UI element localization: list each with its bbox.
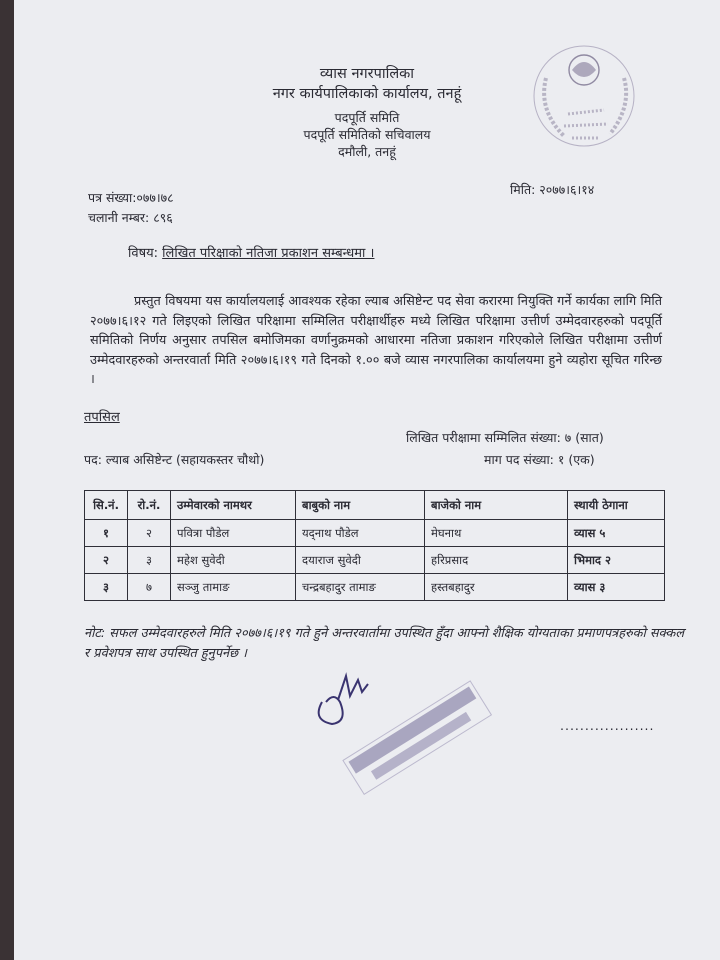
letter-page xyxy=(14,0,720,960)
signature-dotted-line: ................... xyxy=(560,718,655,733)
total-examinees: लिखित परीक्षामा सम्मिलित संख्या: ७ (सात) xyxy=(406,430,604,445)
result-table xyxy=(84,490,665,601)
col-father-name: बाबुको नाम xyxy=(296,491,425,520)
grandfather-name-cell: हस्तबहादुर xyxy=(425,574,568,601)
letter-reference-number: पत्र संख्या:०७७।७८ xyxy=(88,190,174,205)
roll-cell: २ xyxy=(128,520,171,547)
candidate-name-cell: सञ्जु तामाङ xyxy=(171,574,296,601)
grandfather-name-cell: मेघनाथ xyxy=(425,520,568,547)
col-permanent-address: स्थायी ठेगाना xyxy=(568,491,665,520)
address-cell: व्यास ५ xyxy=(568,520,665,547)
col-roll: रो.नं. xyxy=(128,491,171,520)
post-name: पद: ल्याब असिष्टेन्ट (सहायकस्तर चौथो) xyxy=(84,452,265,467)
father-name-cell: चन्द्रबहादुर तामाङ xyxy=(296,574,425,601)
father-name-cell: यद्नाथ पौडेल xyxy=(296,520,425,547)
serial-cell: ३ xyxy=(85,574,128,601)
subject-line xyxy=(128,246,374,262)
committee-name: पदपूर्ति समिति xyxy=(334,110,400,125)
subject-text: लिखित परिक्षाको नतिजा प्रकाशन सम्बन्धमा । xyxy=(162,246,375,261)
candidate-name-cell: पवित्रा पौडेल xyxy=(171,520,296,547)
body-paragraph: प्रस्तुत विषयमा यस कार्यालयलाई आवश्यक रहेका ल्याब असिष्टेन्ट पद सेवा करारमा नियुक्ति गर्ने कार्यका लागि मिति २०७७।६।१२ गते लिइएको लिखित परिक्षामा सम्मिलित परीक्षार्थीहरु मध्ये लिखित परिक्षामा उत्तीर्ण उम्मेदवारहरुको पदपूर्ति समितिको निर्णय अनुसार तपसिल बमोजिमका वर्णानुक्रमको आधारमा नतिजा प्रकाशन गरिएकोले लिखित परीक्षामा उत्तीर्ण उम्मेदवारहरुको अन्तरवार्ता मिति २०७७।६।१९ गते दिनको १.०० बजे व्यास नगरपालिका कार्यालयमा हुने व्यहोरा सूचित गरिन्छ । xyxy=(90,294,662,387)
serial-cell: २ xyxy=(85,547,128,574)
address-cell: भिमाद २ xyxy=(568,547,665,574)
letter-date: मिति: २०७७।६।१४ xyxy=(510,182,595,197)
col-candidate-name: उम्मेवारको नामथर xyxy=(171,491,296,520)
office-name: नगर कार्यपालिकाको कार्यालय, तनहूं xyxy=(272,86,462,102)
table-row xyxy=(85,547,665,574)
subject-label: विषय: xyxy=(128,246,159,261)
schedule-heading: तपसिल xyxy=(84,410,120,425)
serial-cell: १ xyxy=(85,520,128,547)
father-name-cell: दयाराज सुवेदी xyxy=(296,547,425,574)
col-grandfather-name: बाजेको नाम xyxy=(425,491,568,520)
table-header-row xyxy=(85,491,665,520)
dispatch-number: चलानी नम्बर: ८९६ xyxy=(88,210,173,225)
roll-cell: ३ xyxy=(128,547,171,574)
municipality-name: व्यास नगरपालिका xyxy=(319,66,415,82)
roll-cell: ७ xyxy=(128,574,171,601)
note-text: नोट: सफल उम्मेदवारहरुले मिति २०७७।६।१९ गते हुने अन्तरवार्तामा उपस्थित हुँदा आफ्नो शैक्षिक योग्यताका प्रमाणपत्रहरुको सक्कल र प्रवेशपत्र साथ उपस्थित हुनुपर्नेछ । xyxy=(84,626,684,661)
address-cell: व्यास ३ xyxy=(568,574,665,601)
candidate-name-cell: महेश सुवेदी xyxy=(171,547,296,574)
secretariat-name: पदपूर्ति समितिको सचिवालय xyxy=(303,127,431,142)
vacancy-count: माग पद संख्या: १ (एक) xyxy=(484,452,595,467)
table-row xyxy=(85,520,665,547)
table-row xyxy=(85,574,665,601)
office-address: दमौली, तनहूं xyxy=(338,144,396,159)
signature-stamp-icon xyxy=(304,662,504,812)
col-serial: सि.नं. xyxy=(85,491,128,520)
grandfather-name-cell: हरिप्रसाद xyxy=(425,547,568,574)
